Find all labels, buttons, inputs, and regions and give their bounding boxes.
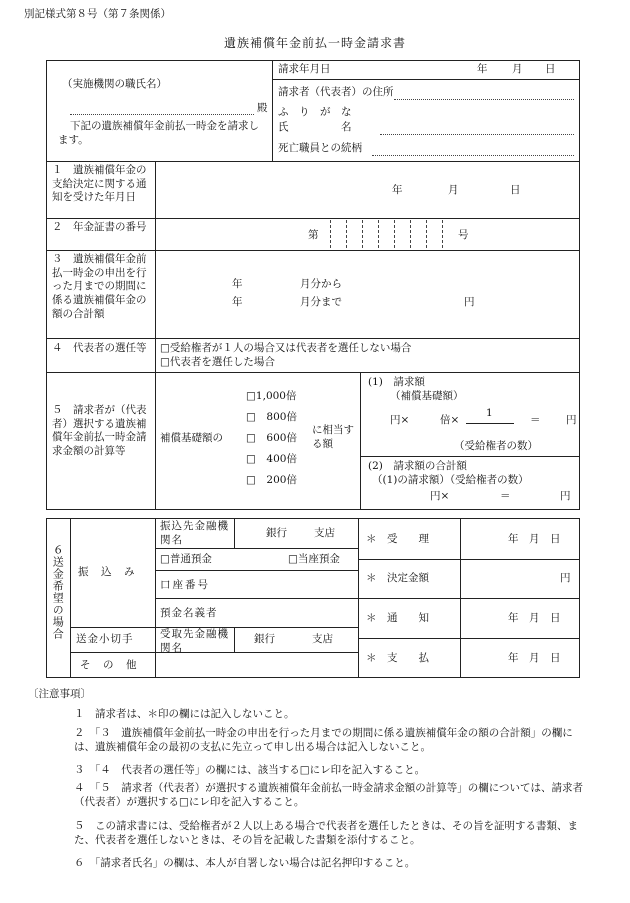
address-label: 請求者（代表者）の住所 — [278, 86, 394, 98]
furikomi-label: 振 込 み — [78, 566, 136, 578]
mult-400[interactable]: □ 400倍 — [246, 453, 297, 465]
org-name-field[interactable] — [70, 114, 254, 115]
office-kettei-yen: 円 — [560, 572, 571, 584]
name-field[interactable] — [380, 134, 574, 135]
form-title: 遺族補償年金前払一時金請求書 — [223, 36, 406, 50]
dono-text: 殿 — [257, 102, 268, 114]
item4-label: ４ 代表者の選任等 — [52, 342, 147, 354]
holder-label: 預金名義者 — [160, 607, 218, 619]
item3-to-year: 年 — [232, 296, 243, 308]
p1-eq: ＝ — [530, 414, 541, 426]
p1-title: (1) 請求額 — [368, 376, 425, 388]
item1-day: 日 — [510, 184, 521, 196]
p1-sub: （補償基礎額） — [390, 390, 464, 402]
name-label: 氏 名 — [278, 121, 352, 133]
bank-dest-label: 振込先金融機関名 — [160, 520, 229, 546]
p2-sub: （(1)の請求額）（受給権者の数） — [372, 474, 529, 486]
pension-no-suffix: 号 — [458, 229, 469, 241]
item2-label: ２ 年金証書の番号 — [52, 221, 147, 233]
item3-yen: 円 — [464, 296, 475, 308]
note-5: ５ この請求書には、受給権者が２人以上ある場合で代表者を選任したときは、その旨を証明する書類、また、代表者を選任しないときは、その旨を記載した書類を添付すること。 — [74, 820, 578, 846]
item3-from-year: 年 — [232, 278, 243, 290]
p1-recipients: （受給権者の数） — [454, 440, 538, 452]
note-2: ２ 「３ 遺族補償年金前払一時金の申出を行った月までの期間に係る遺族補償年金の額の合計額」の欄には、遺族補償年金の最初の支払に先立って申し出る場合は記入しないこと。 — [74, 727, 573, 753]
year-unit: 年 — [477, 63, 488, 75]
note-6: ６ 「請求者氏名」の欄は、本人が自署しない場合は記名押印すること。 — [74, 857, 416, 869]
note-4: ４ 「５ 請求者（代表者）が選択する遺族補償年金前払一時金請求金額の計算等」の欄については、請求者（代表者）が選択する□にレ印を記入すること。 — [74, 782, 584, 808]
item1-year: 年 — [392, 184, 403, 196]
relation-field[interactable] — [372, 155, 574, 156]
item3-label: ３ 遺族補償年金前払一時金の申出を行った月までの期間に係る遺族補償年金の額の合計額 — [52, 253, 147, 320]
item3-from-month: 月分から — [300, 278, 342, 290]
furigana-label: ふ り が な — [278, 106, 352, 118]
mult-800[interactable]: □ 800倍 — [246, 411, 297, 423]
office-shiharai-date: 年 月 日 — [508, 652, 561, 664]
p1-bai-x: 倍× — [440, 414, 460, 426]
form-number: 別記様式第８号（第７条関係） — [24, 8, 171, 20]
recv-shiten: 支店 — [312, 633, 333, 645]
mult-200[interactable]: □ 200倍 — [246, 474, 297, 486]
notes-heading: 〔注意事項〕 — [28, 688, 91, 700]
fraction-numerator: 1 — [486, 407, 493, 419]
recv-bank-label: 受取先金融機関名 — [160, 628, 229, 654]
p2-yen-x: 円× — [430, 490, 450, 502]
p1-yen: 円 — [566, 414, 577, 426]
fraction-bar — [466, 423, 514, 424]
mult-1000[interactable]: □1,000倍 — [246, 390, 297, 402]
p2-eq: ＝ — [500, 490, 511, 502]
rep-option-1[interactable]: □受給権者が１人の場合又は代表者を選任しない場合 — [160, 342, 412, 354]
office-tsuchi-date: 年 月 日 — [508, 612, 561, 624]
p2-title: (2) 請求額の合計額 — [368, 460, 467, 472]
date-label: 請求年月日 — [278, 63, 331, 75]
recv-ginko: 銀行 — [254, 633, 275, 645]
bank-shiten: 支店 — [314, 527, 335, 539]
futsu-checkbox[interactable]: □普通預金 — [160, 553, 212, 565]
item1-month: 月 — [448, 184, 459, 196]
p2-yen: 円 — [560, 490, 571, 502]
relation-label: 死亡職員との続柄 — [278, 142, 362, 154]
other-label: そ の 他 — [80, 659, 138, 671]
intro-text: 下記の遺族補償年金前払一時金を請求します。 — [58, 120, 259, 146]
item3-to-month: 月分まで — [300, 296, 342, 308]
office-juri-date: 年 月 日 — [508, 533, 561, 545]
item1-label: １ 遺族補償年金の支給決定に関する通知を受けた年月日 — [52, 164, 147, 204]
day-unit: 日 — [545, 63, 556, 75]
bank-ginko: 銀行 — [266, 527, 287, 539]
p1-yen-x: 円× — [390, 414, 410, 426]
office-shiharai: ＊ 支 払 — [366, 652, 429, 664]
month-unit: 月 — [512, 63, 523, 75]
rep-option-2[interactable]: □代表者を選任した場合 — [160, 356, 275, 368]
note-3: ３ 「４ 代表者の選任等」の欄には、該当する□にレ印を記入すること。 — [74, 764, 426, 776]
address-field[interactable] — [394, 99, 574, 100]
org-label: （実施機関の職氏名） — [62, 78, 167, 90]
account-no-label: 口座番号 — [160, 579, 210, 591]
office-juri: ＊ 受 理 — [366, 533, 429, 545]
base-amount-text: 補償基礎額の — [160, 432, 223, 444]
office-kettei: ＊ 決定金額 — [366, 572, 429, 584]
note-1: １ 請求者は、＊印の欄には記入しないこと。 — [74, 708, 295, 720]
office-tsuchi: ＊ 通 知 — [366, 612, 429, 624]
equiv-text: に相当する額 — [312, 424, 354, 450]
mult-600[interactable]: □ 600倍 — [246, 432, 297, 444]
toza-checkbox[interactable]: □当座預金 — [288, 553, 340, 565]
remit-section-label: ６送金希望の場合 — [51, 544, 65, 640]
pension-no-prefix: 第 — [308, 229, 319, 241]
item5-label: ５ 請求者が（代表者）選択する遺族補償年金前払一時金請求金額の計算等 — [52, 404, 147, 457]
check-label: 送金小切手 — [76, 633, 134, 645]
